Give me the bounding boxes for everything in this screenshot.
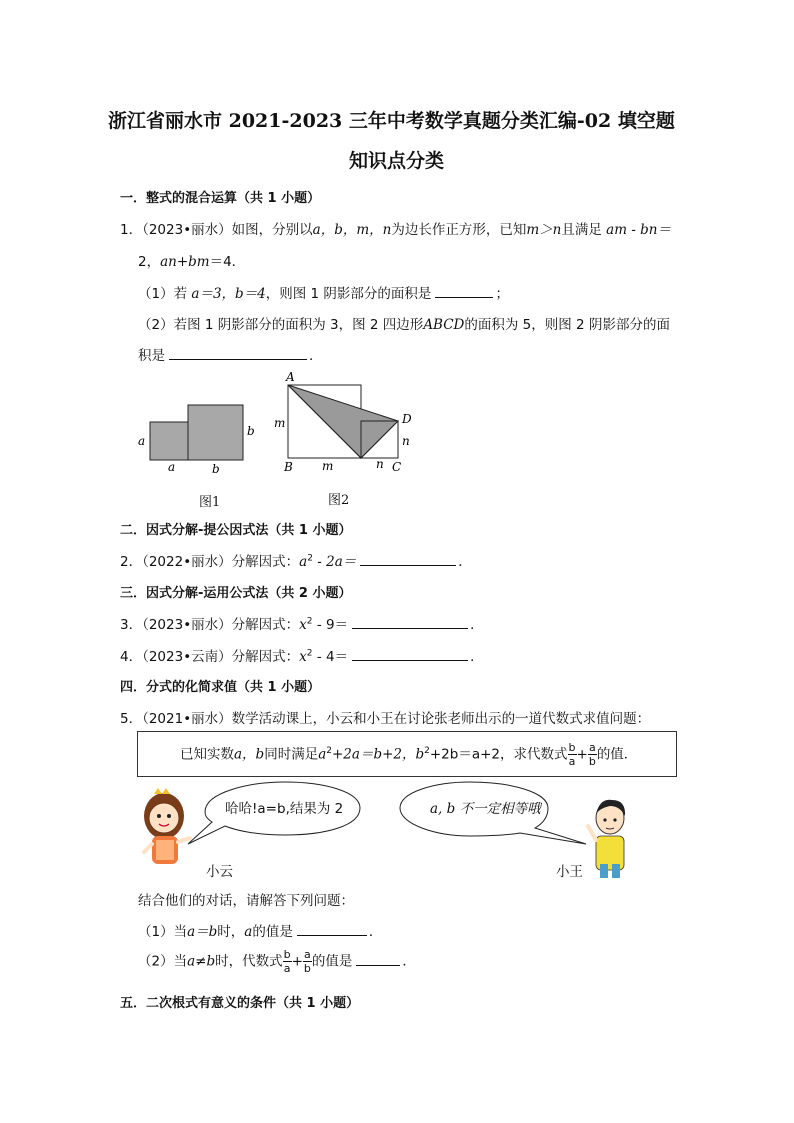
q3-text: ． (470, 617, 484, 633)
frac-den: a (568, 755, 576, 768)
q5-part-1 (138, 920, 382, 940)
q1-quad: ABCD (423, 317, 465, 333)
question-1-part-1 (138, 282, 509, 302)
frac-num: a (304, 948, 311, 961)
name-right: 小王 (556, 864, 583, 880)
question-number: 4． (120, 649, 143, 665)
frac-den: b (303, 962, 311, 975)
bubble-left-text: 哈哈!a=b,结果为 2 (225, 801, 344, 817)
q1-text: 为边长作正方形，已知 (391, 222, 527, 238)
answer-blank[interactable] (352, 646, 468, 661)
square-b (188, 405, 243, 460)
q1-text: ； (495, 286, 509, 302)
answer-blank[interactable] (169, 345, 307, 360)
question-1-line-2 (138, 250, 245, 270)
problem-box-text (180, 741, 637, 768)
q4-exponent: 2 (306, 648, 313, 659)
answer-blank[interactable] (352, 614, 468, 629)
question-number: 1． (120, 222, 143, 238)
label-b-right: b (247, 424, 255, 438)
box-exponent: 2 (424, 746, 430, 756)
label-b-bottom: b (212, 462, 220, 475)
q1-text: 积是 (138, 348, 165, 364)
box-text: +2b＝a+2，求代数式 (429, 746, 568, 763)
label-a-left: a (138, 434, 146, 448)
label-n-right: n (402, 434, 410, 448)
question-3 (120, 613, 484, 633)
section-heading-2: 二．因式分解-提公因式法（共 1 小题） (120, 523, 352, 538)
q1-values: a＝3，b＝4 (191, 286, 266, 302)
girl-character-icon (144, 788, 190, 864)
frac-den: b (588, 755, 596, 768)
boy-character-icon (588, 800, 625, 878)
q1-text: 且满足 (561, 222, 602, 238)
q3-text: 分解因式： (231, 617, 300, 633)
box-exponent: 2 (326, 746, 332, 756)
question-5 (120, 707, 650, 727)
q2-text: 分解因式： (231, 554, 300, 570)
q5-cond: a≠b (187, 953, 216, 970)
label-a-bottom: a (168, 460, 176, 474)
q1-text: ，则图 1 阴影部分的面积是 (265, 286, 432, 302)
box-eq: a (318, 746, 327, 763)
vertex-B: B (284, 460, 293, 474)
q5-part-label: （1）当 (138, 924, 188, 940)
q1-text: 的面积为 5，则图 2 阴影部分的面 (464, 317, 670, 333)
q5-var: a (244, 924, 253, 940)
q5-cond: a＝b (187, 924, 218, 940)
q1-text: ＝4． (209, 254, 246, 270)
q5-prompt: 结合他们的对话，请解答下列问题： (138, 893, 354, 909)
question-2 (120, 550, 472, 570)
answer-blank[interactable] (356, 951, 400, 966)
plus-sign: + (576, 746, 588, 763)
q4-text: ． (470, 649, 484, 665)
q5-text: 数学活动课上，小云和小王在讨论张老师出示的一道代数式求值问题： (231, 711, 651, 727)
bubble-right-text: a, b 不一定相等哦 (430, 801, 541, 817)
question-source: （2023•云南） (142, 649, 232, 665)
question-1-part-2 (138, 313, 670, 333)
question-source: （2021•丽水） (142, 711, 232, 727)
question-number: 3． (120, 617, 143, 633)
q2-expr: - 2a＝ (312, 554, 357, 570)
q1-text: 如图，分别以 (231, 222, 313, 238)
box-vars: a，b (234, 746, 265, 763)
frac-den: a (283, 962, 291, 975)
answer-blank[interactable] (360, 551, 456, 566)
q1-condition: m＞n (526, 222, 562, 238)
answer-blank[interactable] (435, 283, 493, 298)
box-text: 已知实数 (180, 746, 234, 763)
plus-sign: + (291, 953, 303, 970)
q2-text: ． (458, 554, 472, 570)
box-text: 同时满足 (264, 746, 319, 763)
q5-part-2 (138, 948, 416, 975)
q5-text: ． (368, 924, 383, 940)
shaded-triangle-small (361, 421, 398, 458)
name-left: 小云 (206, 864, 233, 880)
fraction-b-over-a (283, 948, 292, 975)
q1-text: 2， (138, 254, 161, 270)
q4-text: 分解因式： (231, 649, 300, 665)
question-1-part-2-line-2 (138, 344, 323, 364)
frac-num: b (568, 741, 576, 754)
box-eq: +2a＝b+2，b (332, 746, 425, 763)
q1-text: ． (309, 348, 323, 364)
fraction-a-over-b (588, 741, 597, 768)
frac-num: a (588, 741, 596, 754)
q2-exponent: 2 (307, 553, 313, 564)
figure-2-caption: 图2 (328, 493, 350, 508)
q1-equation: am - bn＝ (606, 222, 671, 238)
answer-blank[interactable] (297, 921, 367, 936)
figure-2 (270, 367, 420, 477)
question-source: （2023•丽水） (142, 222, 232, 238)
q5-text: ． (402, 953, 416, 970)
q3-expr: - 9＝ (312, 617, 349, 633)
vertex-D: D (402, 412, 412, 426)
figure-1 (130, 395, 270, 475)
q5-text: 时，代数式 (215, 953, 283, 970)
vertex-A: A (286, 370, 295, 384)
section-heading-3: 三．因式分解-运用公式法（共 2 小题） (120, 586, 352, 601)
question-1-line-1 (120, 218, 671, 238)
figure-1-caption: 图1 (199, 495, 221, 510)
question-4 (120, 645, 484, 665)
q1-equation: an+bm (160, 254, 210, 270)
q5-part-label: （2）当 (138, 953, 188, 970)
question-number: 5． (120, 711, 143, 727)
page-title: 浙江省丽水市 2021-2023 三年中考数学真题分类汇编-02 填空题 (108, 110, 675, 132)
q5-text: 时， (217, 924, 245, 940)
question-source: （2022•丽水） (142, 554, 232, 570)
q5-text: 的值是 (252, 924, 293, 940)
frac-num: b (283, 948, 291, 961)
section-heading-1: 一．整式的混合运算（共 1 小题） (120, 191, 321, 206)
square-a (150, 422, 188, 460)
question-number: 2． (120, 554, 143, 570)
q1-part-label: （1）若 (138, 286, 188, 302)
vertex-C: C (392, 460, 402, 474)
q4-expr: x (299, 649, 307, 665)
q1-vars: a，b，m，n (312, 222, 392, 238)
q2-expr: a (299, 554, 308, 570)
question-source: （2023•丽水） (142, 617, 232, 633)
page-subtitle: 知识点分类 (349, 150, 445, 172)
box-text: 的值． (596, 746, 638, 763)
section-heading-5: 五．二次根式有意义的条件（共 1 小题） (120, 996, 360, 1011)
q4-expr: - 4＝ (312, 649, 349, 665)
q3-expr: x (299, 617, 307, 633)
section-heading-4: 四．分式的化简求值（共 1 小题） (120, 680, 321, 695)
q1-part-label: （2）若图 1 阴影部分的面积为 3，图 2 四边形 (138, 317, 424, 333)
label-n-bottom: n (376, 457, 384, 471)
q3-exponent: 2 (306, 616, 313, 627)
label-m-left: m (274, 416, 286, 430)
fraction-a-over-b (303, 948, 312, 975)
label-m-bottom: m (322, 459, 334, 473)
fraction-b-over-a (568, 741, 577, 768)
q5-text: 的值是 (311, 953, 353, 970)
